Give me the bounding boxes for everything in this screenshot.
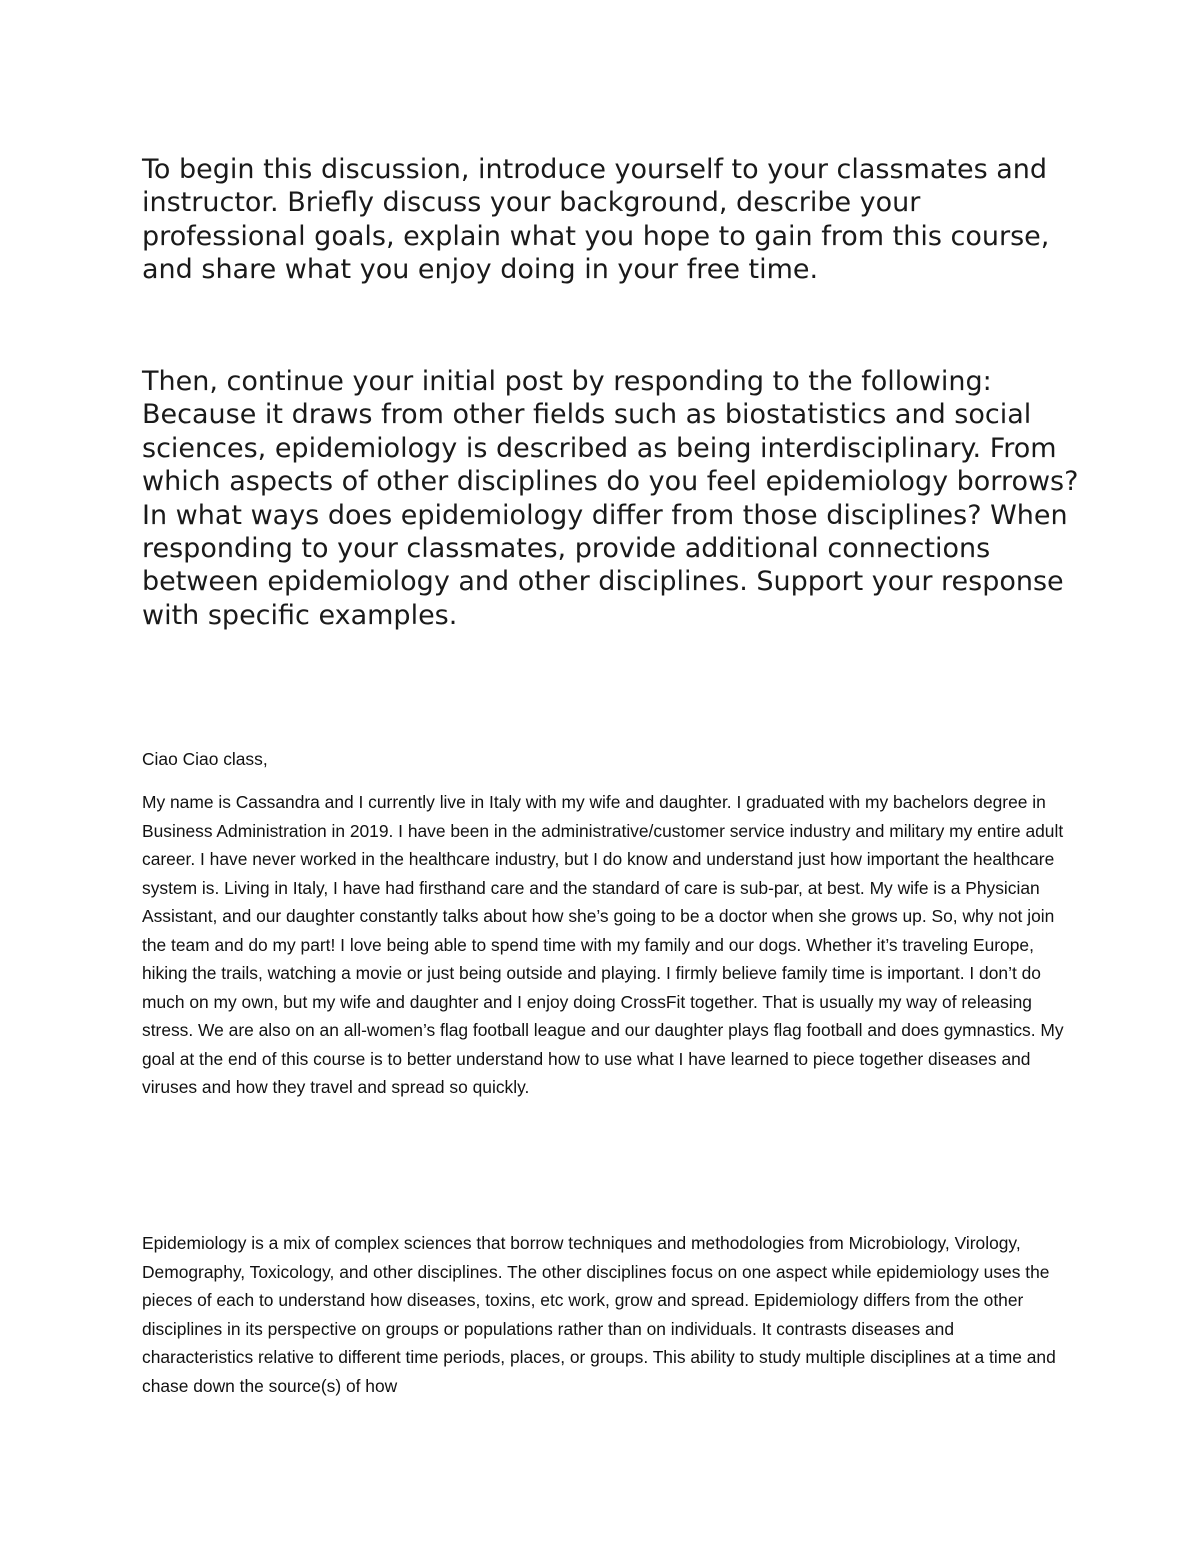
discussion-prompt-paragraph-1: To begin this discussion, introduce yourself to your classmates and instructor. Briefly discuss your background, describe your professional goals, explain what you hope to gain from this course, and share what you enjoy doing in your free time.	[142, 154, 1050, 286]
introduction-paragraph: My name is Cassandra and I currently live in Italy with my wife and daughter. I graduated with my bachelors degree in Business Administration in 2019. I have been in the administrative/customer service industry and military my entire adult career. I have never worked in the healthcare industry, but I do know and understand just how important the healthcare system is. Living in Italy, I have had firsthand care and the standard of care is sub-par, at best. My wife is a Physician Assistant, and our daughter constantly talks about how she’s going to be a doctor when she grows up. So, why not join the team and do my part! I love being able to spend time with my family and our dogs. Whether it’s traveling Europe, hiking the trails, watching a movie or just being outside and playing. I firmly believe family time is important. I don’t do much on my own, but my wife and daughter and I enjoy doing CrossFit together. That is usually my way of releasing stress. We are also on an all-women’s flag football league and our daughter plays flag football and does gymnastics. My goal at the end of this course is to better understand how to use what I have learned to piece together diseases and viruses and how they travel and spread so quickly.	[142, 792, 1064, 1097]
discussion-prompt-paragraph-2: Then, continue your initial post by responding to the following: Because it draws from other fields such as biostatistics and social sciences, epidemiology is described as being interdisciplinary. From which aspects of other disciplines do you feel epidemiology borrows? In what ways does epidemiology differ from those disciplines? When responding to your classmates, provide additional connections between epidemiology and other disciplines. Support your response with specific examples.	[142, 366, 1079, 631]
post-greeting: Ciao Ciao class,	[142, 749, 268, 769]
epidemiology-paragraph: Epidemiology is a mix of complex sciences that borrow techniques and methodologies from Microbiology, Virology, Demography, Toxicology, and other disciplines. The other disciplines focus on one aspect while epidemiology uses the pieces of each to understand how diseases, toxins, etc work, grow and spread. Epidemiology differs from the other disciplines in its perspective on groups or populations rather than on individuals. It contrasts diseases and characteristics relative to different time periods, places, or groups. This ability to study multiple disciplines at a time and chase down the source(s) of how	[142, 1233, 1056, 1396]
